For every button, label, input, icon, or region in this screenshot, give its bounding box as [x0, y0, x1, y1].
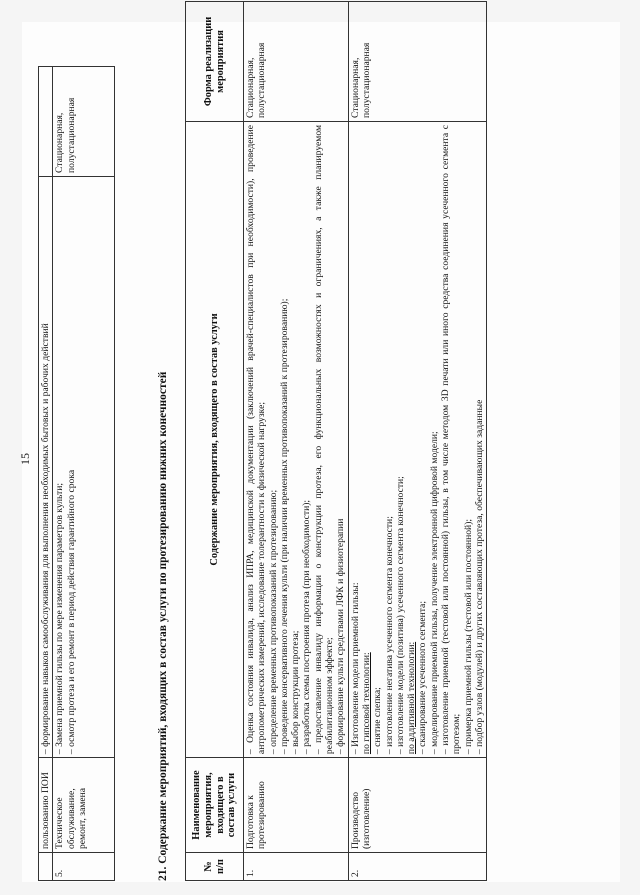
activity-content — [39, 176, 53, 757]
row-number: 1. — [244, 853, 349, 881]
content-item: – формирование навыков самообслуживания для выполнения необходимых бытовых и рабочих действий — [40, 323, 51, 755]
content-item: – формирование культи средствами ЛФК и физиотерапии — [335, 518, 347, 755]
content-item: – предоставление инвалиду информации о конструкции протеза, его функциональных возможностях и ограничениях, а также планируемом реабилитационном эффекте; — [312, 124, 336, 755]
table-header-row — [186, 2, 244, 881]
content-item: – моделирование приемной гильзы, получение электронной цифровой модели; — [428, 431, 440, 755]
row-number — [39, 853, 53, 881]
form-of-implementation — [39, 67, 53, 177]
header-number: № п/п — [186, 853, 244, 881]
table-row — [53, 67, 115, 881]
content-item: – изготовление приемной (тестовой или постоянной) гильзы, в том числе методом 3D печати или иного средства соединения усеченного сегмента с протезом; — [440, 124, 463, 755]
content-item: – изготовление модели (позитива) усеченного сегмента конечности; — [394, 476, 406, 755]
content-item: – примерка приемной гильзы (тестовой или постоянной); — [462, 518, 474, 755]
activity-name: Техническое обслуживание, ремонт, замена — [53, 758, 115, 853]
content-item: – Оценка состояния инвалида, анализ ИПРА, медицинской документации (заключений врачей-специалистов при необходимости), проведение антропометрических измерений, исследование толерантности к физической нагрузке; — [245, 124, 268, 755]
form-of-implementation: Стационарная, полустационарная — [53, 67, 115, 177]
content-subheading: по гипсовой технологии: — [360, 652, 372, 755]
header-form: Форма реализации мероприятия — [186, 2, 244, 122]
activity-name: Подготовка к протезированию — [244, 758, 349, 853]
content-item: – Изготовление модели приемной гильзы: — [349, 582, 361, 755]
table-continued — [38, 66, 115, 881]
content-item: – проведение консервативного лечения культи (при наличии временных противопоказаний к протезированию); — [278, 298, 290, 755]
content-item: – определение временных противопоказаний к протезированию; — [267, 489, 279, 755]
content-item: – изготовление негатива усеченного сегмента конечности; — [383, 516, 395, 755]
table-row — [39, 67, 53, 881]
activity-content — [348, 121, 487, 757]
form-of-implementation: Стационарная, полустационарная — [244, 2, 349, 122]
activity-content — [244, 121, 349, 757]
table-row — [244, 2, 349, 881]
content-subheading: по аддитивной технологии: — [406, 641, 418, 755]
content-item: – осмотр протеза и его ремонт в период действия гарантийного срока — [65, 469, 77, 755]
activity-name: Производство (изготовление) — [348, 758, 487, 853]
content-item: – сканирование усеченного сегмента; — [417, 601, 429, 755]
form-of-implementation: Стационарная, полустационарная — [348, 2, 487, 122]
table-row — [348, 2, 487, 881]
content-item: – выбор конструкции протеза; — [290, 630, 302, 755]
activity-content — [53, 176, 115, 757]
content-item: – снятие слепка; — [372, 687, 384, 755]
activity-name: пользованию ПОИ — [39, 758, 53, 853]
row-number: 2. — [348, 853, 487, 881]
content-item: – разработка схемы построения протеза (при необходимости); — [301, 499, 313, 755]
content-item: – подбор узлов (модулей) и других составляющих протеза, обеспечивающих заданные — [473, 399, 485, 755]
page-number: 15 — [18, 453, 32, 465]
section-heading: 21. Содержание мероприятий, входящих в состав услуги по протезированию нижних конечностей — [157, 371, 169, 881]
table-main — [185, 1, 487, 881]
row-number: 5. — [53, 853, 115, 881]
header-content: Содержание мероприятия, входящего в состав услуги — [186, 121, 244, 757]
content-item: – Замена приемной гильзы по мере изменения параметров культи; — [54, 482, 66, 755]
header-name: Наименование мероприятия, входящего в состав услуги — [186, 758, 244, 853]
